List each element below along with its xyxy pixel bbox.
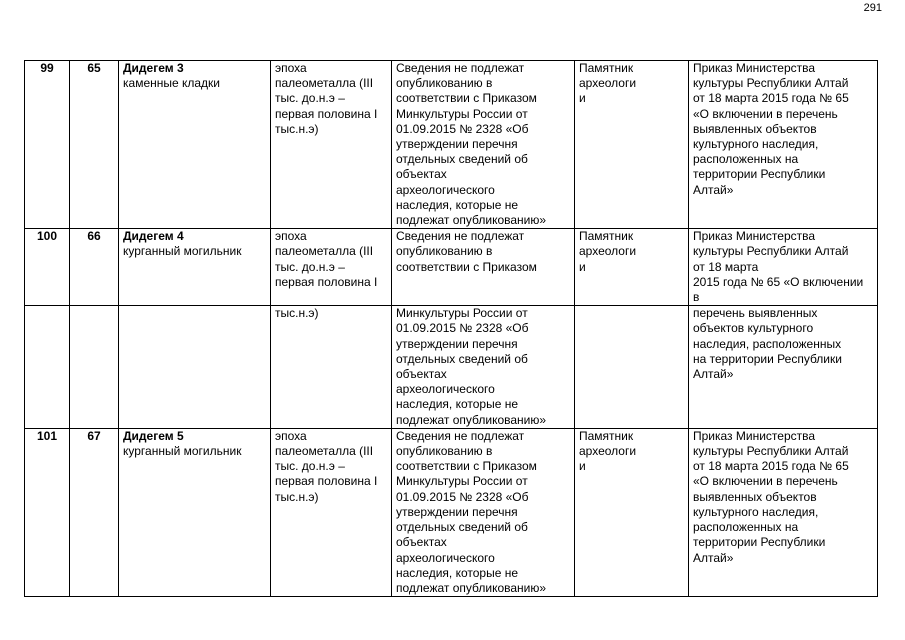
info-cell: Сведения не подлежат опубликованию в соответствии с Приказом [392, 229, 575, 306]
row-number: 101 [25, 428, 70, 596]
object-type: курганный могильник [123, 444, 242, 459]
dating-cell: эпоха палеометалла (III тыс. до.н.э – первая половина I тыс.н.э) [271, 428, 392, 596]
document-cell: Приказ Министерства культуры Республики Алтай от 18 марта 2015 года № 65 «О включении в перечень выявленных объектов культурного наследия, расположенных на территории Республики Алтай» [689, 61, 878, 229]
object-name-cell [119, 306, 271, 429]
object-type: каменные кладки [123, 76, 221, 91]
local-number: 67 [70, 428, 119, 596]
object-name: Дидегем 3 [123, 61, 184, 75]
table-row [25, 428, 878, 596]
local-number: 65 [70, 61, 119, 229]
object-name-cell [119, 428, 271, 596]
object-name-cell [119, 61, 271, 229]
category-cell [575, 306, 689, 429]
table-row [25, 229, 878, 306]
local-number [70, 306, 119, 429]
info-cell: Минкультуры России от 01.09.2015 № 2328 «Об утверждении перечня отдельных сведений об объектах археологического наследия, которые не подлежат опубликованию» [392, 306, 575, 429]
dating-cell: тыс.н.э) [271, 306, 392, 429]
dating-cell: эпоха палеометалла (III тыс. до.н.э – первая половина I тыс.н.э) [271, 61, 392, 229]
document-cell: Приказ Министерства культуры Республики Алтай от 18 марта 2015 года № 65 «О включении в перечень выявленных объектов культурного наследия, расположенных на территории Республики Алтай» [689, 428, 878, 596]
table-row [25, 61, 878, 229]
category-cell: Памятник археологи и [575, 229, 689, 306]
info-cell: Сведения не подлежат опубликованию в соответствии с Приказом Минкультуры России от 01.09.2015 № 2328 «Об утверждении перечня отдельных сведений об объектах археологического наследия, которые не подлежат опубликованию» [392, 61, 575, 229]
row-number: 99 [25, 61, 70, 229]
heritage-registry-table [24, 60, 878, 597]
category-cell: Памятник археологи и [575, 61, 689, 229]
object-type: курганный могильник [123, 244, 242, 259]
object-name: Дидегем 4 [123, 229, 184, 244]
table-row [25, 306, 878, 429]
document-cell: перечень выявленных объектов культурного наследия, расположенных на территории Республики Алтай» [689, 306, 878, 429]
row-number [25, 306, 70, 429]
object-name-cell [119, 229, 271, 306]
local-number: 66 [70, 229, 119, 306]
dating-cell: эпоха палеометалла (III тыс. до.н.э – первая половина I [271, 229, 392, 306]
object-name: Дидегем 5 [123, 428, 184, 443]
document-cell: Приказ Министерства культуры Республики Алтай от 18 марта 2015 года № 65 «О включении в [689, 229, 878, 306]
row-number: 100 [25, 229, 70, 306]
page-number: 291 [863, 2, 882, 14]
info-cell: Сведения не подлежат опубликованию в соответствии с Приказом Минкультуры России от 01.09.2015 № 2328 «Об утверждении перечня отдельных сведений об объектах археологического наследия, которые не подлежат опубликованию» [392, 428, 575, 596]
category-cell: Памятник археологи и [575, 428, 689, 596]
